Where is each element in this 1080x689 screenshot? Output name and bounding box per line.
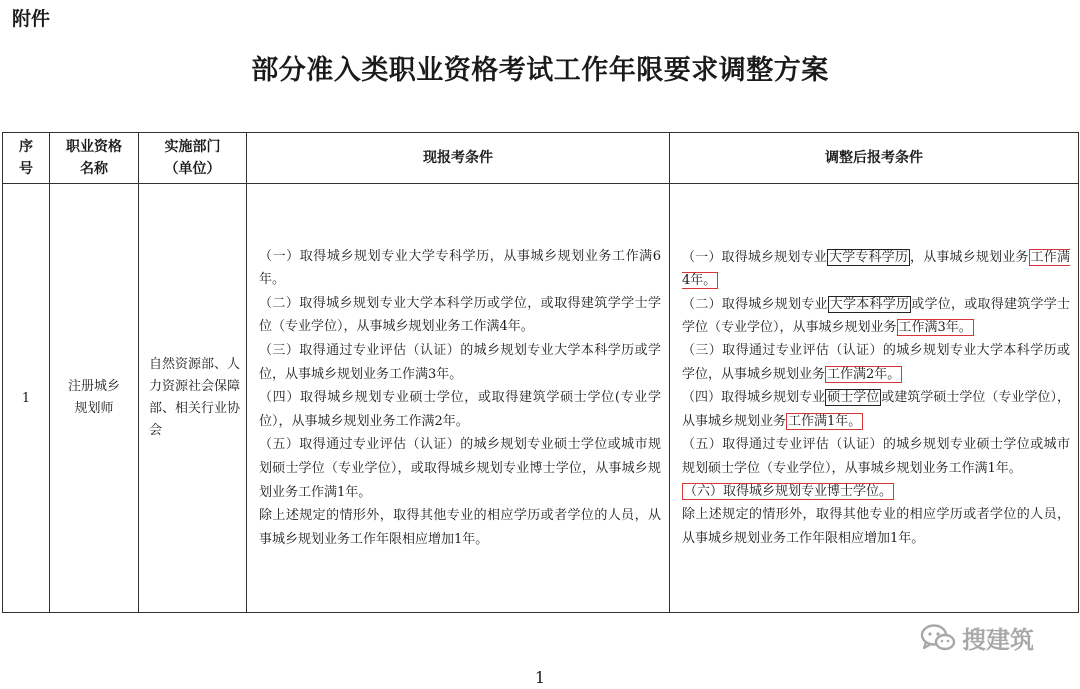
document-title: 部分准入类职业资格考试工作年限要求调整方案 [251, 55, 829, 86]
implementing-department: 自然资源部、人力资源社会保障部、相关行业协会 [139, 184, 247, 613]
wechat-icon [920, 623, 956, 653]
header-name-line1: 职业资格 [66, 139, 122, 155]
adjusted-item-5: （五）取得通过专业评估（认证）的城乡规划专业硕士学位或城市规划硕士学位（专业学位），从事城乡规划业务工作满1年。 [682, 437, 1070, 476]
current-item-1: （一）取得城乡规划专业大学专科学历，从事城乡规划业务工作满6年。 [259, 248, 661, 288]
adjusted-conditions [670, 184, 1079, 613]
adjusted-item-1 [682, 246, 1070, 293]
current-conditions [247, 184, 670, 613]
adjusted-item-2 [682, 293, 1070, 340]
adjusted-item-1-text-b: ，从事城乡规划业务 [910, 249, 1029, 265]
current-item-2: （二）取得城乡规划专业大学本科学历或学位，或取得建筑学学士学位（专业学位），从事城乡规划业务工作满4年。 [259, 295, 661, 335]
adjusted-item-2-text-b: 或学位，或取得建筑学学士学位（专业学位），从事城乡规划业务 [682, 296, 1070, 336]
header-name [50, 133, 139, 184]
current-item-4: （四）取得城乡规划专业硕士学位，或取得建筑学硕士学位(专业学位），从事城乡规划业务工作满2年。 [259, 390, 661, 429]
page-number: 1 [534, 668, 546, 687]
adjusted-item-3 [682, 339, 1070, 386]
header-num-line2: 号 [19, 161, 33, 177]
highlight-years-2: 工作满2年。 [827, 366, 901, 382]
highlight-years-3: 工作满3年。 [898, 320, 972, 336]
current-item-5: （五）取得通过专业评估（认证）的城乡规划专业硕士学位或城市规划硕士学位（专业学位），或取得城乡规划专业博士学位，从事城乡规划业务工作满1年。 [259, 437, 661, 500]
qualification-name-line1: 注册城乡 [67, 379, 120, 394]
adjusted-item-4 [682, 386, 1070, 433]
table-row [3, 184, 1079, 613]
boxed-term-junior-college: 大学专科学历 [828, 249, 909, 265]
qualification-table [2, 132, 1079, 613]
adjusted-note: 除上述规定的情形外，取得其他专业的相应学历或者学位的人员，从事城乡规划业务工作年限相应增加1年。 [682, 507, 1070, 546]
header-dept-line1: 实施部门 [164, 139, 221, 155]
header-adjusted-conditions: 调整后报考条件 [670, 133, 1079, 184]
table-header-row [3, 133, 1079, 184]
adjusted-item-4-text-b: 或建筑学硕士学位（专业学位），从事城乡规划业务 [682, 390, 1070, 429]
boxed-term-bachelor: 大学本科学历 [829, 296, 910, 312]
adjusted-item-3-text-a: （三）取得通过专业评估（认证）的城乡规划专业大学本科学历或学位，从事城乡规划业务 [682, 343, 1070, 382]
adjusted-item-6 [682, 480, 1070, 503]
header-num-line1: 序 [19, 139, 33, 155]
boxed-term-master: 硕士学位 [827, 390, 880, 406]
adjusted-item-4-text-a: （四）取得城乡规划专业 [682, 390, 826, 406]
header-current-conditions: 现报考条件 [247, 133, 670, 184]
header-dept [139, 133, 247, 184]
current-item-3: （三）取得通过专业评估（认证）的城乡规划专业大学本科学历或学位，从事城乡规划业务工作满3年。 [259, 343, 661, 382]
header-name-line2: 名称 [80, 161, 108, 177]
adjusted-item-1-text-a: （一）取得城乡规划专业 [682, 249, 827, 265]
header-dept-line2: （单位） [164, 161, 221, 177]
watermark [920, 620, 1034, 655]
qualification-name-line2: 规划师 [74, 401, 114, 416]
header-num [3, 133, 50, 184]
adjusted-item-2-text-a: （二）取得城乡规划专业 [682, 296, 828, 312]
current-note: 除上述规定的情形外，取得其他专业的相应学历或者学位的人员，从事城乡规划业务工作年限相应增加1年。 [259, 508, 661, 547]
row-number: 1 [3, 184, 50, 613]
attachment-label: 附件 [12, 8, 51, 30]
highlight-years-4: 工作满4年。 [682, 249, 1070, 289]
watermark-text: 搜建筑 [962, 626, 1034, 654]
qualification-name [50, 184, 139, 613]
highlight-years-1: 工作满1年。 [788, 413, 862, 429]
highlight-doctorate: （六）取得城乡规划专业博士学位。 [684, 483, 893, 499]
